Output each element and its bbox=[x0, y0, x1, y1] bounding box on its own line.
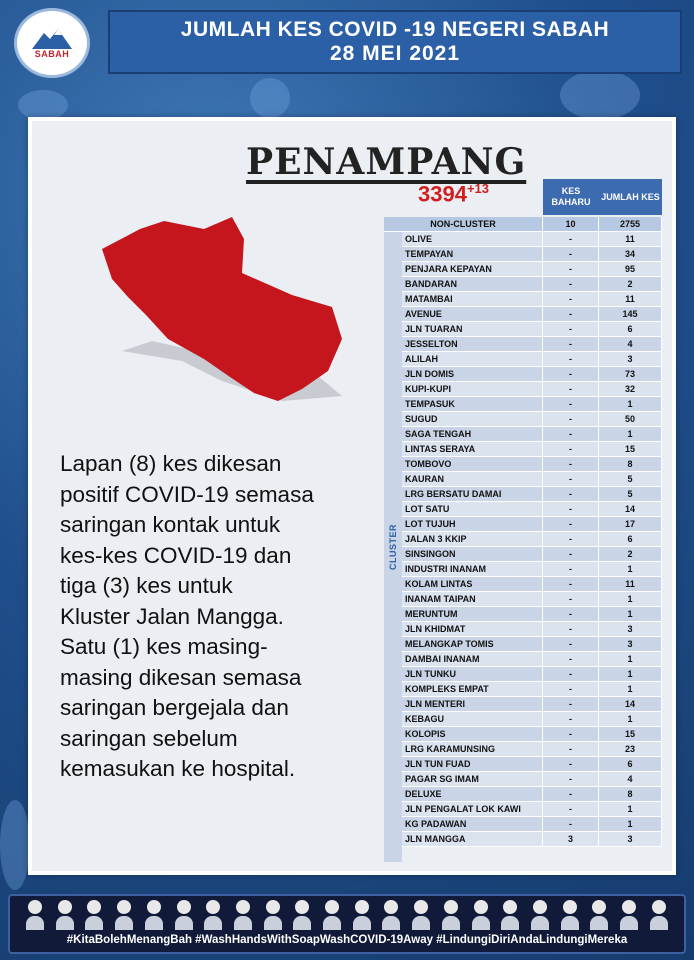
row-baharu: - bbox=[543, 622, 599, 637]
row-baharu: - bbox=[543, 367, 599, 382]
description-line: saringan sebelum bbox=[60, 725, 238, 751]
virus-decoration bbox=[560, 70, 640, 120]
row-name: DELUXE bbox=[384, 787, 543, 802]
row-name: JALAN 3 KKIP bbox=[384, 532, 543, 547]
table-row bbox=[384, 742, 662, 757]
table-row bbox=[384, 772, 662, 787]
row-baharu: - bbox=[543, 322, 599, 337]
row-name: KAURAN bbox=[384, 472, 543, 487]
row-baharu: - bbox=[543, 742, 599, 757]
row-baharu: - bbox=[543, 307, 599, 322]
row-name: JLN PENGALAT LOK KAWI bbox=[384, 802, 543, 817]
description-line: saringan bergejala dan bbox=[60, 695, 289, 720]
row-name: LRG KARAMUNSING bbox=[384, 742, 543, 757]
row-name: LINTAS SERAYA bbox=[384, 442, 543, 457]
row-name: JLN TUNKU bbox=[384, 667, 543, 682]
table-row bbox=[384, 667, 662, 682]
description-line: Kluster Jalan Mangga. bbox=[60, 603, 284, 629]
row-jumlah: 6 bbox=[599, 322, 662, 337]
table-row bbox=[384, 562, 662, 577]
row-name: KOLOPIS bbox=[384, 727, 543, 742]
row-name: JLN TUN FUAD bbox=[384, 757, 543, 772]
row-name: PAGAR SG IMAM bbox=[384, 772, 543, 787]
table-row bbox=[384, 247, 662, 262]
table-row bbox=[384, 382, 662, 397]
person-icon bbox=[501, 900, 519, 930]
row-baharu: - bbox=[543, 502, 599, 517]
row-name: JLN MENTERI bbox=[384, 697, 543, 712]
row-jumlah: 1 bbox=[599, 592, 662, 607]
row-baharu: - bbox=[543, 262, 599, 277]
row-jumlah: 1 bbox=[599, 667, 662, 682]
row-jumlah: 3 bbox=[599, 622, 662, 637]
cluster-label-text: CLUSTER bbox=[388, 524, 398, 570]
row-baharu: - bbox=[543, 817, 599, 832]
row-jumlah: 3 bbox=[599, 637, 662, 652]
row-baharu: - bbox=[543, 487, 599, 502]
district-title: PENAMPANG bbox=[246, 141, 527, 183]
row-baharu: - bbox=[543, 697, 599, 712]
person-icon bbox=[204, 900, 222, 930]
row-jumlah: 32 bbox=[599, 382, 662, 397]
row-baharu: - bbox=[543, 517, 599, 532]
person-icon bbox=[412, 900, 430, 930]
row-jumlah: 5 bbox=[599, 487, 662, 502]
row-name: ALILAH bbox=[384, 352, 543, 367]
row-jumlah: 6 bbox=[599, 532, 662, 547]
row-baharu: - bbox=[543, 562, 599, 577]
mountain-icon bbox=[32, 27, 72, 49]
table-row bbox=[384, 337, 662, 352]
row-baharu: - bbox=[543, 787, 599, 802]
row-baharu: - bbox=[543, 577, 599, 592]
person-icon bbox=[115, 900, 133, 930]
row-baharu: - bbox=[543, 607, 599, 622]
row-jumlah: 23 bbox=[599, 742, 662, 757]
row-jumlah: 95 bbox=[599, 262, 662, 277]
row-jumlah: 1 bbox=[599, 712, 662, 727]
row-name: JLN KHIDMAT bbox=[384, 622, 543, 637]
person-icon bbox=[234, 900, 252, 930]
table-row bbox=[384, 817, 662, 832]
row-jumlah: 4 bbox=[599, 772, 662, 787]
row-baharu: - bbox=[543, 232, 599, 247]
row-jumlah: 145 bbox=[599, 307, 662, 322]
person-icon bbox=[56, 900, 74, 930]
description-line: kemasukan ke hospital. bbox=[60, 756, 296, 781]
row-name: KUPI-KUPI bbox=[384, 382, 543, 397]
table-row bbox=[384, 397, 662, 412]
row-name: MERUNTUM bbox=[384, 607, 543, 622]
row-jumlah: 1 bbox=[599, 607, 662, 622]
person-icon bbox=[620, 900, 638, 930]
row-name: KOLAM LINTAS bbox=[384, 577, 543, 592]
row-jumlah: 15 bbox=[599, 442, 662, 457]
row-name: PENJARA KEPAYAN bbox=[384, 262, 543, 277]
row-jumlah: 8 bbox=[599, 787, 662, 802]
cluster-label bbox=[384, 232, 402, 862]
row-baharu: - bbox=[543, 682, 599, 697]
table-row bbox=[384, 637, 662, 652]
table-row bbox=[384, 352, 662, 367]
total-cases bbox=[418, 181, 489, 207]
table-row bbox=[384, 787, 662, 802]
header-title: JUMLAH KES COVID -19 NEGERI SABAH bbox=[180, 18, 610, 41]
row-baharu: - bbox=[543, 382, 599, 397]
description-line: positif COVID-19 semasa bbox=[60, 481, 314, 507]
row-name: BANDARAN bbox=[384, 277, 543, 292]
row-name: KOMPLEKS EMPAT bbox=[384, 682, 543, 697]
description-line: saringan kontak untuk bbox=[60, 512, 281, 537]
table-row bbox=[384, 457, 662, 472]
table-row bbox=[384, 292, 662, 307]
column-header-jumlah: JUMLAH KES bbox=[599, 179, 662, 215]
row-baharu: - bbox=[543, 637, 599, 652]
table-row bbox=[384, 727, 662, 742]
description-line: tiga (3) kes untuk bbox=[60, 573, 233, 598]
row-name: LRG BERSATU DAMAI bbox=[384, 487, 543, 502]
table-row bbox=[384, 502, 662, 517]
table-row bbox=[384, 322, 662, 337]
logo-text: SABAH bbox=[34, 49, 70, 59]
row-baharu: - bbox=[543, 277, 599, 292]
person-icon bbox=[531, 900, 549, 930]
row-jumlah: 3 bbox=[599, 832, 662, 847]
district-map bbox=[92, 211, 352, 411]
row-baharu: - bbox=[543, 472, 599, 487]
table-row bbox=[384, 802, 662, 817]
row-jumlah: 1 bbox=[599, 397, 662, 412]
row-jumlah: 11 bbox=[599, 232, 662, 247]
row-baharu: - bbox=[543, 592, 599, 607]
row-name: JLN DOMIS bbox=[384, 367, 543, 382]
row-name: TOMBOVO bbox=[384, 457, 543, 472]
row-jumlah: 2755 bbox=[599, 217, 662, 232]
person-icon bbox=[145, 900, 163, 930]
person-icon bbox=[323, 900, 341, 930]
row-name: MATAMBAI bbox=[384, 292, 543, 307]
table-row bbox=[384, 682, 662, 697]
sabah-logo bbox=[14, 8, 90, 78]
person-icon bbox=[175, 900, 193, 930]
row-jumlah: 11 bbox=[599, 577, 662, 592]
row-name: DAMBAI INANAM bbox=[384, 652, 543, 667]
row-name: NON-CLUSTER bbox=[384, 217, 543, 232]
row-baharu: - bbox=[543, 802, 599, 817]
people-illustration bbox=[26, 900, 668, 932]
row-baharu: - bbox=[543, 532, 599, 547]
row-baharu: - bbox=[543, 652, 599, 667]
table-row bbox=[384, 472, 662, 487]
total-value: 3394 bbox=[418, 181, 467, 207]
description-text bbox=[60, 449, 380, 785]
row-jumlah: 1 bbox=[599, 652, 662, 667]
row-name: SAGA TENGAH bbox=[384, 427, 543, 442]
row-jumlah: 3 bbox=[599, 352, 662, 367]
table-row bbox=[384, 697, 662, 712]
row-jumlah: 17 bbox=[599, 517, 662, 532]
row-name: LOT TUJUH bbox=[384, 517, 543, 532]
table-row bbox=[384, 232, 662, 247]
content-card bbox=[28, 117, 676, 875]
row-jumlah: 34 bbox=[599, 247, 662, 262]
column-header-baharu: KES BAHARU bbox=[543, 179, 599, 215]
table-row bbox=[384, 832, 662, 847]
virus-decoration bbox=[0, 800, 30, 890]
row-jumlah: 14 bbox=[599, 697, 662, 712]
table-row bbox=[384, 307, 662, 322]
person-icon bbox=[590, 900, 608, 930]
row-baharu: - bbox=[543, 442, 599, 457]
row-baharu: - bbox=[543, 667, 599, 682]
table-row bbox=[384, 367, 662, 382]
table-row bbox=[384, 712, 662, 727]
table-row bbox=[384, 427, 662, 442]
row-jumlah: 1 bbox=[599, 682, 662, 697]
row-name: OLIVE bbox=[384, 232, 543, 247]
row-name: SUGUD bbox=[384, 412, 543, 427]
row-jumlah: 11 bbox=[599, 292, 662, 307]
row-jumlah: 50 bbox=[599, 412, 662, 427]
row-name: KEBAGU bbox=[384, 712, 543, 727]
row-jumlah: 1 bbox=[599, 427, 662, 442]
footer-banner bbox=[8, 894, 686, 954]
row-jumlah: 1 bbox=[599, 802, 662, 817]
row-baharu: - bbox=[543, 727, 599, 742]
total-increase: +13 bbox=[466, 181, 490, 196]
table-row bbox=[384, 487, 662, 502]
table-row bbox=[384, 412, 662, 427]
person-icon bbox=[293, 900, 311, 930]
header-date: 28 MEI 2021 bbox=[329, 42, 461, 65]
row-name: JLN TUARAN bbox=[384, 322, 543, 337]
row-jumlah: 6 bbox=[599, 757, 662, 772]
table-row bbox=[384, 442, 662, 457]
description-line: kes-kes COVID-19 dan bbox=[60, 542, 292, 568]
person-icon bbox=[442, 900, 460, 930]
row-name: INANAM TAIPAN bbox=[384, 592, 543, 607]
person-icon bbox=[353, 900, 371, 930]
row-baharu: - bbox=[543, 547, 599, 562]
row-name: JESSELTON bbox=[384, 337, 543, 352]
description-line: masing dikesan semasa bbox=[60, 664, 302, 690]
row-baharu: - bbox=[543, 772, 599, 787]
person-icon bbox=[382, 900, 400, 930]
row-name: SINSINGON bbox=[384, 547, 543, 562]
table-row bbox=[384, 547, 662, 562]
person-icon bbox=[650, 900, 668, 930]
row-baharu: - bbox=[543, 412, 599, 427]
row-name: LOT SATU bbox=[384, 502, 543, 517]
row-baharu: - bbox=[543, 397, 599, 412]
table-row bbox=[384, 652, 662, 667]
table-row bbox=[384, 577, 662, 592]
row-baharu: 10 bbox=[543, 217, 599, 232]
row-jumlah: 8 bbox=[599, 457, 662, 472]
row-baharu: - bbox=[543, 427, 599, 442]
table-row bbox=[384, 532, 662, 547]
table-row bbox=[384, 517, 662, 532]
table-row-non-cluster bbox=[384, 217, 662, 232]
row-name: AVENUE bbox=[384, 307, 543, 322]
row-name: INDUSTRI INANAM bbox=[384, 562, 543, 577]
table-row bbox=[384, 262, 662, 277]
row-baharu: - bbox=[543, 247, 599, 262]
row-jumlah: 1 bbox=[599, 562, 662, 577]
person-icon bbox=[85, 900, 103, 930]
row-jumlah: 2 bbox=[599, 547, 662, 562]
row-baharu: - bbox=[543, 292, 599, 307]
person-icon bbox=[26, 900, 44, 930]
row-jumlah: 15 bbox=[599, 727, 662, 742]
row-name: KG PADAWAN bbox=[384, 817, 543, 832]
person-icon bbox=[264, 900, 282, 930]
row-name: MELANGKAP TOMIS bbox=[384, 637, 543, 652]
person-icon bbox=[472, 900, 490, 930]
row-baharu: - bbox=[543, 457, 599, 472]
row-name: TEMPASUK bbox=[384, 397, 543, 412]
description-line: Satu (1) kes masing- bbox=[60, 634, 268, 659]
row-jumlah: 14 bbox=[599, 502, 662, 517]
person-icon bbox=[561, 900, 579, 930]
row-baharu: 3 bbox=[543, 832, 599, 847]
row-baharu: - bbox=[543, 352, 599, 367]
row-jumlah: 1 bbox=[599, 817, 662, 832]
row-baharu: - bbox=[543, 712, 599, 727]
row-name: JLN MANGGA bbox=[384, 832, 543, 847]
table-row bbox=[384, 592, 662, 607]
table-row bbox=[384, 277, 662, 292]
table-row bbox=[384, 607, 662, 622]
virus-decoration bbox=[18, 90, 68, 120]
row-jumlah: 2 bbox=[599, 277, 662, 292]
table-row bbox=[384, 757, 662, 772]
table-row bbox=[384, 622, 662, 637]
row-jumlah: 5 bbox=[599, 472, 662, 487]
virus-decoration bbox=[250, 78, 290, 118]
page-header bbox=[108, 10, 682, 74]
row-jumlah: 73 bbox=[599, 367, 662, 382]
description-line: Lapan (8) kes dikesan bbox=[60, 451, 282, 476]
cases-table bbox=[384, 217, 662, 847]
row-name: TEMPAYAN bbox=[384, 247, 543, 262]
footer-hashtags: #KitaBolehMenangBah #WashHandsWithSoapWashCOVID-19Away #LindungiDiriAndaLindungiMereka bbox=[66, 934, 628, 946]
row-baharu: - bbox=[543, 337, 599, 352]
row-jumlah: 4 bbox=[599, 337, 662, 352]
row-baharu: - bbox=[543, 757, 599, 772]
